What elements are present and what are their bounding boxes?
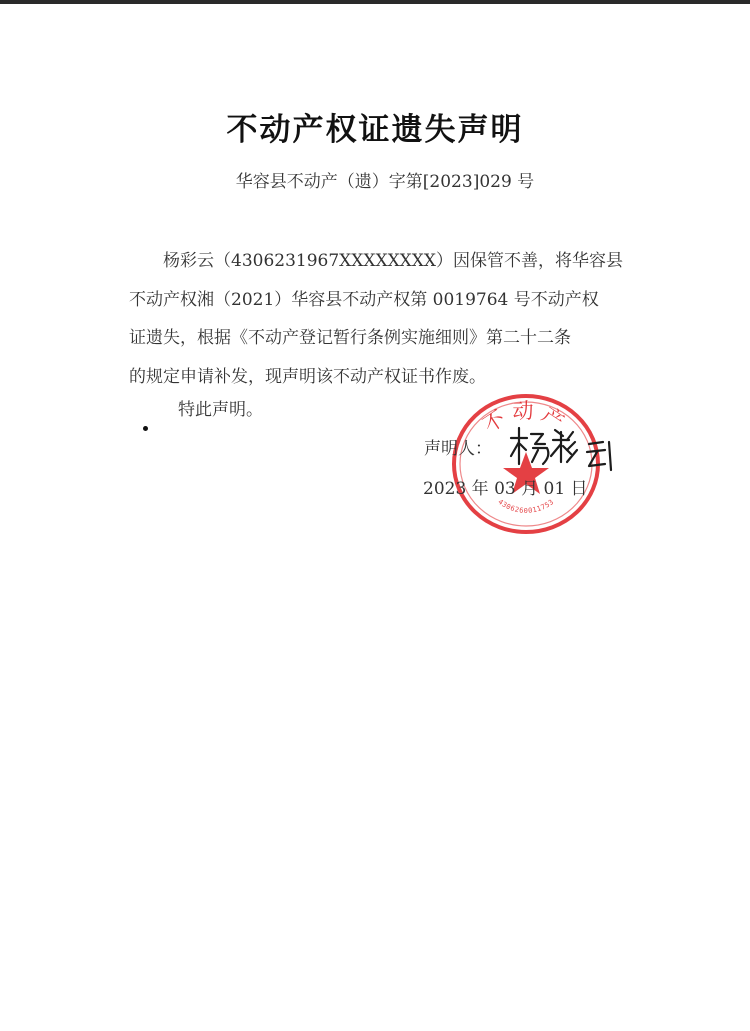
body-line-3: 证遗失，根据《不动产登记暂行条例实施细则》第二十二条 — [129, 328, 571, 348]
body-line-2: 不动产权湘（2021）华容县不动产权第 0019764 号不动产权 — [129, 289, 599, 310]
body-line-1: 杨彩云（4306231967XXXXXXXX）因保管不善，将华容县 — [163, 251, 623, 271]
seal-text: 不动产 — [478, 399, 574, 438]
svg-text:4306260011753 — [496, 498, 555, 515]
handwritten-signature — [505, 420, 625, 480]
document-title: 不动产权证遗失声明 — [226, 112, 524, 148]
document-number: 华容县不动产（遗）字第[2023]029 号 — [235, 172, 535, 192]
ink-dot — [143, 426, 148, 431]
closing-statement: 特此声明。 — [178, 400, 263, 420]
declaration-date: 2023 年 03 月 01 日 — [423, 479, 588, 499]
body-line-4: 的规定申请补发，现声明该不动产权证书作废。 — [129, 366, 486, 387]
seal-number: 4306260011753 — [496, 497, 556, 515]
declarant-label: 声明人： — [424, 439, 492, 459]
scan-top-edge — [0, 0, 750, 4]
declaration-body — [129, 242, 649, 396]
